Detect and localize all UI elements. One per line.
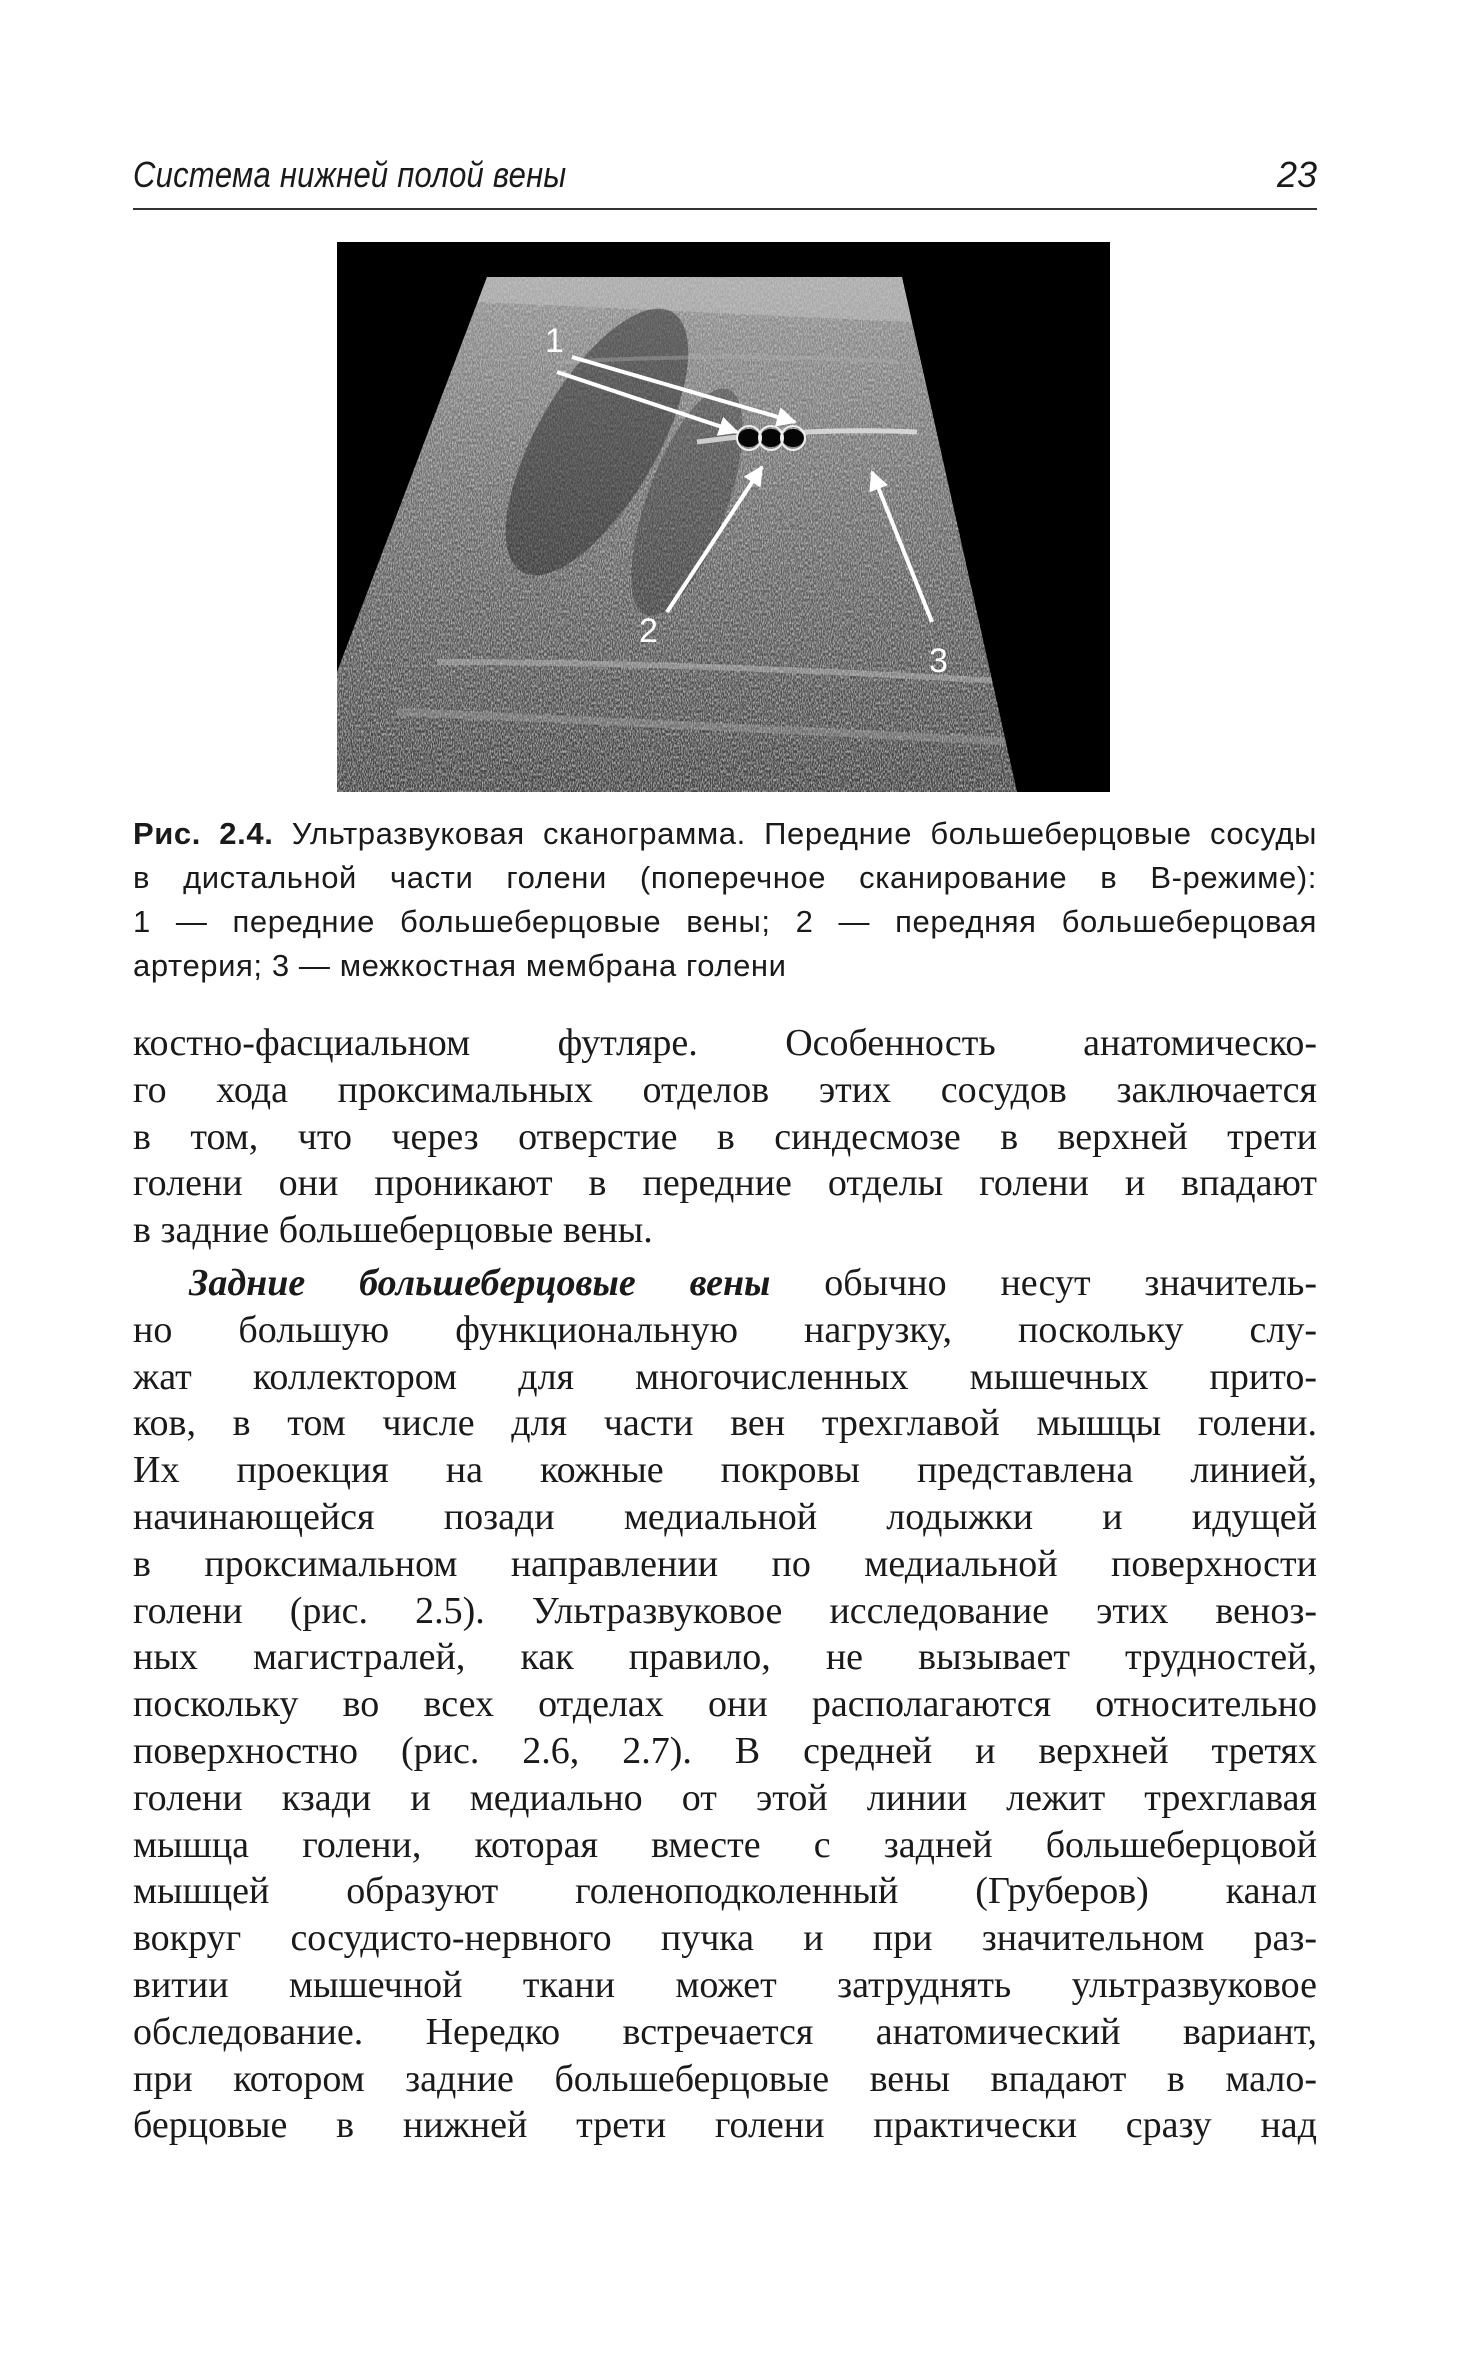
- caption-text: Ультразвуковая сканограмма. Передние большеберцовые сосуды: [273, 816, 1317, 851]
- figure-label-1: 1: [545, 322, 564, 360]
- text-line-rest: обычно несут значитель-: [770, 1261, 1317, 1304]
- paragraph-1: [133, 1020, 1317, 1254]
- text-line: го хода проксимальных отделов этих сосудов заключается: [133, 1068, 1317, 1111]
- text-line: голени (рис. 2.5). Ультразвуковое исследование этих веноз-: [133, 1589, 1317, 1632]
- text-line: голени они проникают в передние отделы голени и впадают: [133, 1162, 1317, 1205]
- body-text: [133, 1020, 1317, 2149]
- text-line: голени кзади и медиально от этой линии лежит трехглавая: [133, 1776, 1317, 1819]
- paragraph-2: [133, 1260, 1317, 2149]
- text-line: в задние большеберцовые вены.: [133, 1209, 653, 1252]
- caption-line: артерия; 3 — межкостная мембрана голени: [133, 948, 787, 983]
- text-line: витии мышечной ткани может затруднять ультразвуковое: [133, 1963, 1317, 2006]
- text-line: мышцей образуют голеноподколенный (Груберов) канал: [133, 1870, 1317, 1913]
- text-line: вокруг сосудисто-нервного пучка и при значительном раз-: [133, 1917, 1317, 1960]
- caption-line: в дистальной части голени (поперечное сканирование в В-режиме):: [133, 860, 1317, 895]
- text-line: ных магистралей, как правило, не вызывает трудностей,: [133, 1636, 1317, 1679]
- text-line: ков, в том числе для части вен трехглавой мышцы голени.: [133, 1402, 1317, 1445]
- text-line: [133, 1260, 1317, 1307]
- figure-label-2: 2: [639, 612, 658, 650]
- text-line: в проксимальном направлении по медиальной поверхности: [133, 1542, 1317, 1585]
- term-posterior-tibial-veins: Задние большеберцовые вены: [189, 1261, 771, 1304]
- figure-caption: [133, 812, 1317, 988]
- text-line: костно-фасциальном футляре. Особенность анатомическо-: [133, 1022, 1317, 1064]
- ultrasound-figure: [337, 242, 1110, 792]
- caption-line: 1 — передние большеберцовые вены; 2 — передняя большеберцовая: [133, 904, 1317, 939]
- caption-label: Рис. 2.4.: [133, 816, 274, 851]
- figure-label-3: 3: [929, 642, 948, 680]
- text-line: начинающейся позади медиальной лодыжки и идущей: [133, 1495, 1317, 1538]
- text-line: Их проекция на кожные покровы представлена линией,: [133, 1449, 1317, 1492]
- running-head-title: Система нижней полой вены: [133, 154, 567, 195]
- text-line: обследование. Нередко встречается анатомический вариант,: [133, 2010, 1317, 2053]
- text-line: но большую функциональную нагрузку, поскольку слу-: [133, 1308, 1317, 1351]
- caption-line: [133, 812, 1317, 856]
- page-number: 23: [1276, 154, 1317, 195]
- text-line: поскольку во всех отделах они располагаются относительно: [133, 1683, 1317, 1726]
- text-line: поверхностно (рис. 2.6, 2.7). В средней и верхней третях: [133, 1729, 1317, 1772]
- text-line: жат коллектором для многочисленных мышечных прито-: [133, 1355, 1317, 1398]
- ultrasound-scan-image: [337, 242, 1110, 792]
- text-line: мышца голени, которая вместе с задней большеберцовой: [133, 1823, 1317, 1866]
- running-head: [133, 142, 1317, 210]
- text-line: берцовые в нижней трети голени практически сразу над: [133, 2104, 1317, 2147]
- text-line: при котором задние большеберцовые вены впадают в мало-: [133, 2057, 1317, 2100]
- text-line: в том, что через отверстие в синдесмозе в верхней трети: [133, 1115, 1317, 1158]
